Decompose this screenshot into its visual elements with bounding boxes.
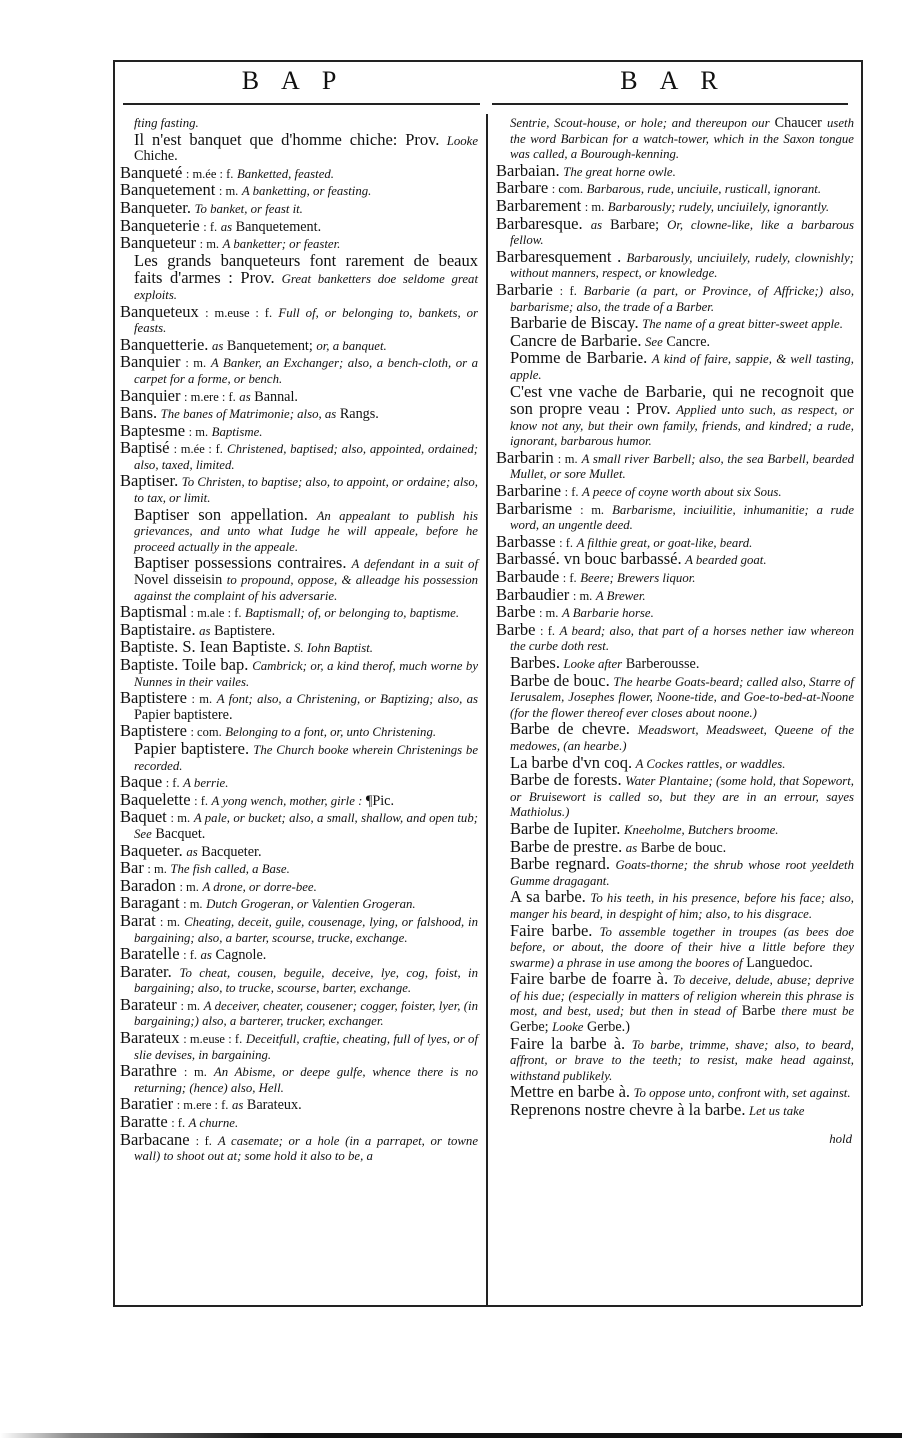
definition: as (199, 623, 211, 638)
definition: To assemble together in troupes (as bees doe before, or about, the doore of their hive a little before they swarme) a phrase in use among the boores of (510, 924, 854, 970)
cross-reference: Rangs. (339, 406, 379, 423)
definition: A font; also, a Christening, or Baptizing; also, as (216, 692, 478, 707)
grammar-label: : m. (199, 237, 220, 252)
cross-reference: Barbe (741, 1003, 776, 1020)
headword: Baptiser son appellation. (134, 504, 308, 524)
dictionary-entry (120, 840, 478, 861)
definition: A Banker, an Exchanger; also, a bench-cloth, or a carpet for a forme, or bench. (134, 356, 478, 386)
definition: A banketting, or feasting. (241, 184, 372, 199)
headword: Cancre de Barbarie. (510, 330, 642, 350)
headword: Bar (120, 858, 144, 878)
headword: Barbes. (510, 653, 560, 672)
grammar-label: : m. (580, 502, 605, 517)
headword: Banquier (120, 385, 181, 405)
grammar-label: : m. (557, 451, 578, 466)
definition: as (211, 338, 224, 353)
right-column (496, 116, 854, 1161)
headword: Baquelette (120, 789, 191, 809)
cross-reference: Languedoc. (746, 954, 813, 971)
headword: Barbacane (120, 1129, 190, 1149)
dictionary-entry (120, 895, 478, 913)
headword: Banquetement (120, 180, 216, 200)
running-head-right: BAR (620, 66, 740, 95)
definition: Belonging to a font, or, unto Christening. (225, 725, 437, 740)
definition: Goats-thorne; the shrub whose root yeeldeth Gumme dragagant. (510, 858, 854, 888)
dictionary-entry (120, 301, 479, 337)
definition: Kneeholme, Butchers broome. (623, 822, 779, 837)
headword: Baquet (120, 807, 167, 827)
definition: Or, clowne-like, like a barbarous fellow. (510, 217, 854, 248)
headword: Baptismal (120, 602, 187, 622)
headword: Faire la barbe à. (510, 1033, 626, 1053)
definition: To his teeth, in his presence, before his face; also, manger his beard, in despight of him; also, to his disgrace. (510, 891, 854, 921)
headword: Reprenons nostre chevre à la barbe. (510, 1100, 746, 1120)
definition: Full of, or belonging to, bankets, or feasts. (134, 305, 479, 336)
headword: Baptiser possessions contraires. (134, 553, 347, 573)
definition: Looke (552, 1020, 584, 1035)
headword: Il n'est banquet que d'homme chiche: Prov. (134, 129, 440, 149)
grammar-label: : m. (185, 356, 207, 371)
dictionary-entry (120, 657, 478, 690)
headword: Barbarement (496, 195, 582, 215)
headword: Papier baptistere. (134, 738, 250, 758)
definition: A deceiver, cheater, cousener; cogger, foister, lyer, (in bargaining;) also, a barterer, trucker, exchanger. (134, 998, 478, 1029)
grammar-label: : f. (540, 623, 556, 638)
grammar-label: : f. (562, 571, 577, 586)
grammar-label: : f. (559, 535, 574, 550)
headword: Baratelle (120, 944, 180, 964)
definition: Dutch Grogeran, or Valentien Grogeran. (206, 897, 416, 912)
definition: or, a banquet. (316, 338, 387, 353)
definition: as (625, 840, 638, 855)
definition: A bearded goat. (685, 553, 767, 568)
cross-reference: Gerbe.) (586, 1019, 630, 1036)
cross-reference: Banquetement. (235, 218, 322, 235)
definition: Meadswort, Meadsweet, Queene of the medowes, (an hearbe.) (510, 723, 855, 753)
cross-reference: Barbare; (610, 216, 660, 233)
definition: S. Iohn Baptist. (294, 641, 373, 656)
grammar-label: : m. (170, 811, 191, 826)
headword: Barbaresque. (496, 213, 583, 233)
dictionary-entry (496, 279, 855, 315)
grammar-label: : f. (171, 1116, 186, 1131)
definition: Looke after (563, 657, 623, 671)
cross-reference: Barateux. (246, 1097, 302, 1114)
dictionary-entry (120, 354, 478, 387)
headword: Pomme de Barbarie. (510, 348, 648, 368)
headword: Baptesme (120, 420, 186, 440)
definition: Great banketters doe seldome great exploits. (134, 272, 479, 302)
headword: Barbe de Iupiter. (510, 818, 621, 838)
headword: Barbaian. (496, 160, 560, 180)
definition: To banket, or feast it. (194, 201, 303, 216)
headword: Barater. (120, 961, 172, 981)
definition: Baptismall; of, or belonging to, baptisme. (245, 606, 460, 621)
dictionary-entry (120, 129, 479, 165)
headword: Barbarisme (496, 498, 573, 518)
headword: Faire barbe de foarre à. (510, 969, 669, 989)
definition: The fish called, a Base. (170, 862, 290, 877)
dictionary-entry (496, 498, 855, 534)
header-rule-right (492, 103, 848, 105)
dictionary-entry (496, 116, 854, 163)
running-head-left: BAP (241, 66, 359, 95)
grammar-label: : m. (218, 184, 239, 199)
cross-reference: Bacquet. (155, 825, 206, 842)
dictionary-entry (496, 350, 854, 383)
dictionary-entry (496, 670, 854, 722)
grammar-label: : f. (203, 219, 218, 234)
headword: Barathre (120, 1061, 177, 1081)
grammar-label: : m. (179, 879, 199, 894)
headword: Barbaude (496, 567, 560, 587)
definition: The name of a great bitter-sweet apple. (642, 317, 843, 332)
grammar-label: : m. (183, 897, 203, 912)
definition: The banes of Matrimonie; also, as (160, 407, 337, 422)
definition: To cheat, cousen, beguile, deceive, lye, cog, foist, in bargaining; also, to trucke, scourse, barter, exchange. (134, 965, 478, 996)
dictionary-entry (120, 809, 478, 842)
grammar-label: : f. (194, 793, 208, 808)
dictionary-entry (120, 1129, 479, 1165)
grammar-label: : m.ere : f. (184, 389, 236, 404)
grammar-label: : f. (183, 948, 197, 963)
dictionary-entry (120, 910, 479, 946)
headword: Barateux (120, 1028, 180, 1048)
headword: Barbe de chevre. (510, 719, 630, 739)
dictionary-entry (120, 961, 478, 997)
definition: To Christen, to baptise; also, to appoint, or ordaine; also, to tax, or limit. (134, 475, 479, 506)
dictionary-entry (496, 246, 855, 282)
definition: Cheating, deceit, guile, cousenage, lying, or falshood, in bargaining; also, a barter, scourse, trucke, exchange. (134, 914, 479, 945)
headword: Barbe de forests. (510, 770, 622, 790)
headword: C'est vne vache de Barbarie, qui ne recognoit que son propre veau : Prov. (510, 381, 854, 419)
headword: Barbare (496, 178, 549, 198)
definition: The great horne owle. (563, 164, 676, 179)
definition: A casemate; or a hole (in a parrapet, or towne wall) to shoot out at; some hold it also to be, a (134, 1133, 479, 1164)
definition: Applied unto such, as respect, or know not any, but their own family, friends, and kindred; a rude, ignorant, barbarous humor. (510, 403, 855, 449)
definition: To deceive, delude, abuse; deprive of his due; (especially in matters of religion wherein this phrase is most, and best, used; but then in stead of (510, 973, 854, 1019)
headword: Banqueté (120, 162, 183, 182)
grammar-label: : m. (183, 1065, 207, 1080)
headword: Les grands banqueteurs font rarement de beaux faits d'armes : Prov. (134, 250, 478, 288)
definition: as (239, 389, 251, 404)
grammar-label: : f. (165, 776, 180, 791)
dictionary-entry (120, 994, 478, 1030)
dictionary-entry (120, 385, 478, 406)
headword: Barbaudier (496, 584, 570, 604)
headword: Barbarie de Biscay. (510, 313, 639, 333)
definition: to propound, oppose, & alleadge his possession against the complaint of his adversarie. (134, 573, 479, 603)
dictionary-entry (496, 856, 854, 889)
dictionary-entry (120, 1096, 478, 1114)
headword: Baragant (120, 893, 180, 913)
definition: useth the word Barbican for a watch-tower, which in the Saxon tongue was called, a Bourough-kenning. (510, 116, 855, 162)
dictionary-entry (496, 213, 854, 249)
grammar-label: : com. (551, 182, 584, 197)
headword: Barbe regnard. (510, 854, 610, 874)
definition: An Abisme, or deepe gulfe, whence there is no returning; (hence) also, Hell. (134, 1065, 478, 1095)
definition: Water Plantaine; (some hold, that Sopewort, or Bruisewort is called so, but they are in an errour, sayes Mathiolus.) (510, 774, 855, 820)
grammar-label: : m. (584, 199, 605, 214)
headword: Barbasse (496, 531, 556, 551)
dictionary-entry (120, 504, 478, 556)
dictionary-entry (120, 789, 478, 810)
column-divider (486, 114, 488, 1305)
definition: Barbarous, rude, unciuile, rusticall, ignorant. (586, 182, 822, 197)
definition: A small river Barbell; also, the sea Barbell, bearded Mullet, or sore Mullet. (510, 451, 855, 482)
dictionary-entry (120, 473, 478, 506)
grammar-label: : m. (180, 998, 201, 1013)
definition: A defendant in a suit of (351, 557, 478, 572)
definition: A Cockes rattles, or waddles. (635, 756, 786, 771)
grammar-label: : m.ée : f. (173, 442, 223, 457)
cross-reference: Barbe de bouc. (640, 839, 727, 856)
headword: Baque (120, 772, 163, 792)
dictionary-entry (496, 721, 854, 754)
cross-reference: Bannal. (254, 388, 298, 405)
definition: Deceitfull, craftie, cheating, full of lyes, or of slie devises, in bargaining. (134, 1032, 478, 1062)
dictionary-entry (496, 584, 854, 605)
headword: Barbassé. vn bouc barbassé. (496, 549, 682, 569)
scan-edge-bar (0, 1433, 902, 1438)
dictionary-entry (496, 1033, 855, 1085)
dictionary-entry (120, 1063, 478, 1096)
dictionary-entry (120, 1030, 478, 1063)
headword: Barat (120, 910, 156, 930)
headword: Baptiste. Toile bap. (120, 655, 249, 674)
cross-reference: Bacqueter. (201, 843, 262, 860)
dictionary-entry (120, 250, 479, 304)
headword: Mettre en barbe à. (510, 1082, 631, 1102)
definition: Barbarously; rudely, unciuilely, ignorantly. (607, 199, 830, 214)
grammar-label: : m.ere : f. (176, 1098, 229, 1113)
dictionary-entry (120, 946, 478, 964)
cross-reference: Novel disseisin (134, 572, 223, 589)
cross-reference: Chiche. (134, 148, 178, 165)
dictionary-entry (496, 447, 855, 483)
cross-reference: Barberousse. (625, 656, 700, 672)
grammar-label: : m. (159, 914, 180, 929)
cross-reference: Banquetement; (226, 337, 313, 354)
headword: Barbe de bouc. (510, 670, 610, 690)
grammar-label: : m.euse : f. (205, 305, 273, 320)
definition: as (200, 948, 212, 963)
headword: Barbarine (496, 481, 562, 501)
grammar-label: : m.ale : f. (190, 606, 242, 621)
definition: Beere; Brewers liquor. (580, 571, 696, 586)
headword: Faire barbe. (510, 920, 593, 940)
dictionary-entry (120, 440, 478, 473)
definition: The hearbe Goats-beard; called also, Starre of Ierusalem, Josephes flower, Noone-tide, and Goe-to-bed-at-Noone (for the flower thereof ever closes about noone.) (510, 674, 854, 720)
definition: An appealant to publish his grievances, and unto what Iudge he will appeale, before he proceed actually in the appeale. (134, 508, 478, 554)
headword: Barbarie (496, 279, 553, 299)
headword: Barbarin (496, 447, 554, 467)
definition: fting fasting. (134, 116, 199, 130)
cross-reference: Papier baptistere. (134, 706, 233, 723)
grammar-label: : m. (147, 862, 167, 877)
cross-reference: ¶Pic. (365, 792, 395, 809)
headword: A sa barbe. (510, 887, 586, 907)
definition: A berrie. (183, 776, 229, 791)
dictionary-entry (496, 604, 854, 622)
definition: A churne. (188, 1116, 239, 1131)
dictionary-entry (496, 381, 855, 450)
headword: Banqueter. (120, 197, 192, 217)
definition: Baptisme. (211, 424, 263, 439)
definition: A drone, or dorre-bee. (202, 879, 317, 894)
definition: Sentrie, Scout-house, or hole; and thereupon our (510, 116, 770, 130)
grammar-label: : m. (572, 588, 593, 603)
headword: Baratier (120, 1094, 174, 1114)
headword: Banquetterie. (120, 334, 209, 354)
dictionary-entry (496, 920, 854, 972)
headword: Banqueteux (120, 301, 199, 321)
grammar-label: : m.ée : f. (185, 166, 234, 181)
definition: The Church booke wherein Christenings be recorded. (134, 742, 479, 773)
definition: A Barbarie horse. (561, 606, 654, 621)
header-rule-left (123, 103, 480, 105)
headword: Baptiser. (120, 471, 179, 491)
definition: as (231, 1098, 244, 1113)
headword: Barbe de prestre. (510, 836, 623, 856)
page-bottom-rule (113, 1305, 861, 1307)
definition: A pale, or bucket; also, a small, shallow, and open tub; See (134, 811, 478, 841)
dictionary-entry (120, 555, 478, 604)
definition: A kind of faire, sappie, & well tasting, apple. (510, 352, 855, 382)
grammar-label: : f. (559, 283, 577, 298)
definition: A Brewer. (595, 588, 646, 603)
dictionary-entry (120, 420, 478, 441)
catchword: hold (829, 1132, 852, 1147)
headword: La barbe d'vn coq. (510, 752, 633, 772)
dictionary-entry (120, 738, 479, 774)
cross-reference: Gerbe; (510, 1019, 549, 1036)
cross-reference: Chaucer (774, 115, 822, 131)
definition: To barbe, trimme, shave; also, to beard, affront, or brave to the teeth; to resist, make head against, withstand publikely. (510, 1037, 855, 1083)
grammar-label: : m. (538, 606, 559, 621)
cross-reference: Cancre. (666, 333, 711, 350)
definition: there must be (781, 1004, 855, 1019)
headword: Baptisé (120, 438, 170, 458)
left-column (120, 116, 478, 1165)
definition: as (186, 844, 198, 859)
definition: See (645, 334, 663, 349)
headword: Baptistere (120, 721, 187, 741)
dictionary-entry (496, 1102, 854, 1120)
headword: Barateur (120, 994, 177, 1014)
headword: Barbaresquement . (496, 246, 622, 266)
headword: Baratte (120, 1112, 168, 1132)
dictionary-entry (120, 690, 478, 723)
definition: A peece of coyne worth about six Sous. (582, 485, 782, 500)
definition: A beard; also, that part of a horses nether iaw whereon the curbe doth rest. (510, 623, 855, 654)
headword: Baptistaire. (120, 619, 196, 639)
headword: Barbe (496, 619, 536, 639)
dictionary-entry (496, 160, 854, 181)
grammar-label: : f. (564, 485, 579, 500)
headword: Banqueteur (120, 233, 197, 253)
headword: Banqueterie (120, 215, 200, 235)
definition: A banketter; or feaster. (222, 237, 341, 252)
grammar-label: : f. (195, 1133, 212, 1148)
definition: Cambrick; or, a kind therof, much worne by Nunnes in their vailes. (134, 659, 479, 689)
headword: Banquier (120, 352, 181, 372)
headword: Baqueter. (120, 840, 183, 860)
dictionary-entry (496, 889, 854, 922)
definition: Barbarously, unciuilely, rudely, clownishly; without manners, respect, or knowledge. (510, 250, 855, 281)
grammar-label: : m. (188, 424, 209, 439)
cross-reference: Cagnole. (215, 947, 267, 964)
definition: Looke (446, 133, 479, 148)
headword: Baptiste. S. Iean Baptiste. (120, 637, 291, 657)
dictionary-entry (496, 772, 854, 821)
dictionary-entry (496, 619, 855, 655)
grammar-label: : m.euse : f. (183, 1032, 243, 1047)
definition: Christened, baptised; also, appointed, ordained; also, taxed, limited. (134, 442, 479, 472)
definition: Barbarisme, inciuilitie, inhumanitie; a rude word, an ungentle deed. (510, 502, 855, 533)
definition: Barbarie (a part, or Province, of Affricke;) also, barbarisme; also, the trade of a Barber. (510, 283, 855, 314)
definition: as (220, 219, 233, 234)
dictionary-entry (496, 971, 854, 1035)
headword: Baptistere (120, 688, 187, 708)
definition: A yong wench, mother, girle : (211, 793, 363, 808)
grammar-label: : m. (191, 692, 213, 707)
definition: To oppose unto, confront with, set against. (633, 1086, 851, 1101)
headword: Bans. (120, 403, 158, 423)
definition: A filthie great, or goat-like, beard. (576, 535, 753, 550)
headword: Barbe (496, 602, 536, 622)
grammar-label: : com. (190, 725, 222, 740)
definition: Let us take (749, 1104, 805, 1119)
headword: Baradon (120, 875, 176, 895)
cross-reference: Baptistere. (214, 622, 276, 639)
definition: Banketted, feasted. (236, 166, 334, 181)
definition: as (590, 217, 603, 232)
